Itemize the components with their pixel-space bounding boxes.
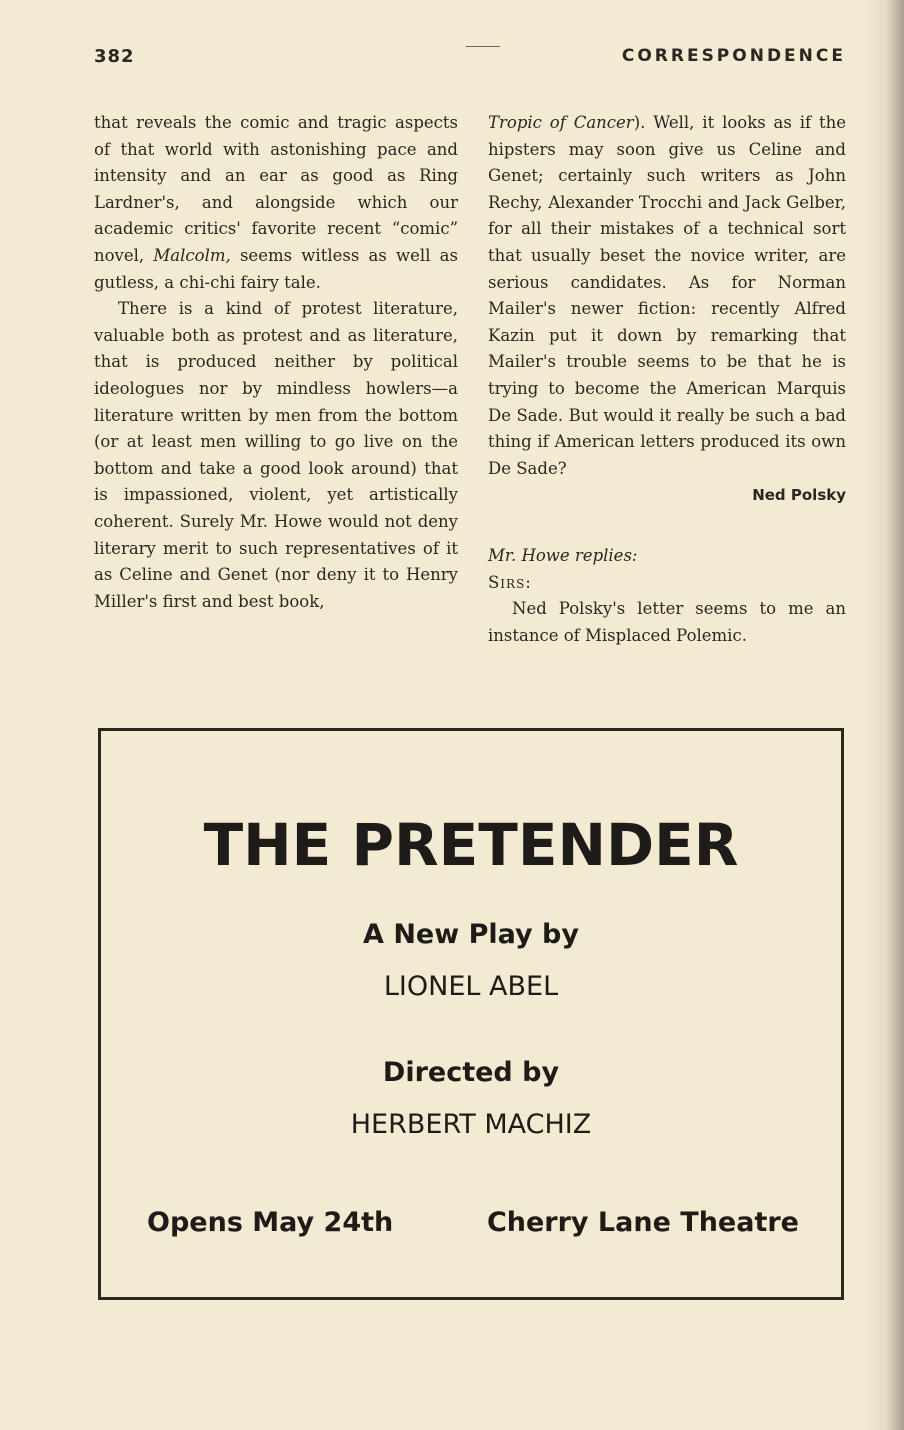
reply-text: Ned Polsky's letter seems to me an instance of Misplaced Polemic. (488, 599, 846, 645)
book-title-tropic-of-cancer: Tropic of Cancer (488, 113, 634, 132)
right-column (488, 110, 846, 649)
ad-venue: Cherry Lane Theatre (486, 1207, 799, 1238)
left-paragraph-1-text: that reveals the comic and tragic aspects of that world with astonishing pace and intensity and an ear as good as Ring Lardner's, and alongside which our academic critics' favorite recent “comic” novel, (94, 113, 458, 265)
ad-author: LIONEL ABEL (383, 971, 559, 1002)
running-head: CORRESPONDENCE (621, 46, 846, 66)
ad-subtitle: A New Play by (363, 919, 579, 950)
left-paragraph-2: There is a kind of protest literature, valuable both as protest and as literature, that is produced neither by political ideologues nor by mindless howlers—a literature written by men from the bottom (or at least men willing to go live on the bottom and take a good look around) that is impassioned, violent, yet artistically coherent. Surely Mr. Howe would not deny literary merit to such representatives of it as Celine and Genet (nor deny it to Henry Miller's first and best book, (94, 299, 458, 611)
right-paragraph-1 (488, 110, 846, 482)
right-paragraph-1-text: ). Well, it looks as if the hipsters may soon give us Celine and Genet; certainly such writers as John Rechy, Alexander Trocchi and Jack Gelber, for all their mistakes of a technical sort that usually beset the novice writer, are serious candidates. As for Norman Mailer's newer fiction: recently Alfred Kazin put it down by remarking that Mailer's trouble seems to be that he is trying to become the American Marquis De Sade. But would it really be such a bad thing if American letters produced its own De Sade? (488, 113, 847, 478)
reply-label: Mr. Howe replies: (488, 545, 638, 565)
left-column (94, 110, 458, 615)
ad-title: THE PRETENDER (203, 811, 739, 879)
play-advertisement (98, 728, 844, 1300)
letter-signature: Ned Polsky (752, 486, 846, 505)
salutation: Sirs: (488, 572, 532, 592)
left-paragraph-1-end: seems witless as well as gutless, a chi-chi fairy tale. (94, 245, 458, 292)
ad-directed-label: Directed by (382, 1057, 560, 1088)
page-edge-shadow (864, 0, 904, 1430)
ad-director: HERBERT MACHIZ (350, 1109, 592, 1140)
left-paragraph-1 (94, 110, 458, 296)
ad-opening-date: Opens May 24th (147, 1207, 394, 1238)
novel-title-malcolm: Malcolm, (153, 245, 231, 265)
header-dash (466, 46, 500, 47)
page-number: 382 (94, 46, 135, 67)
